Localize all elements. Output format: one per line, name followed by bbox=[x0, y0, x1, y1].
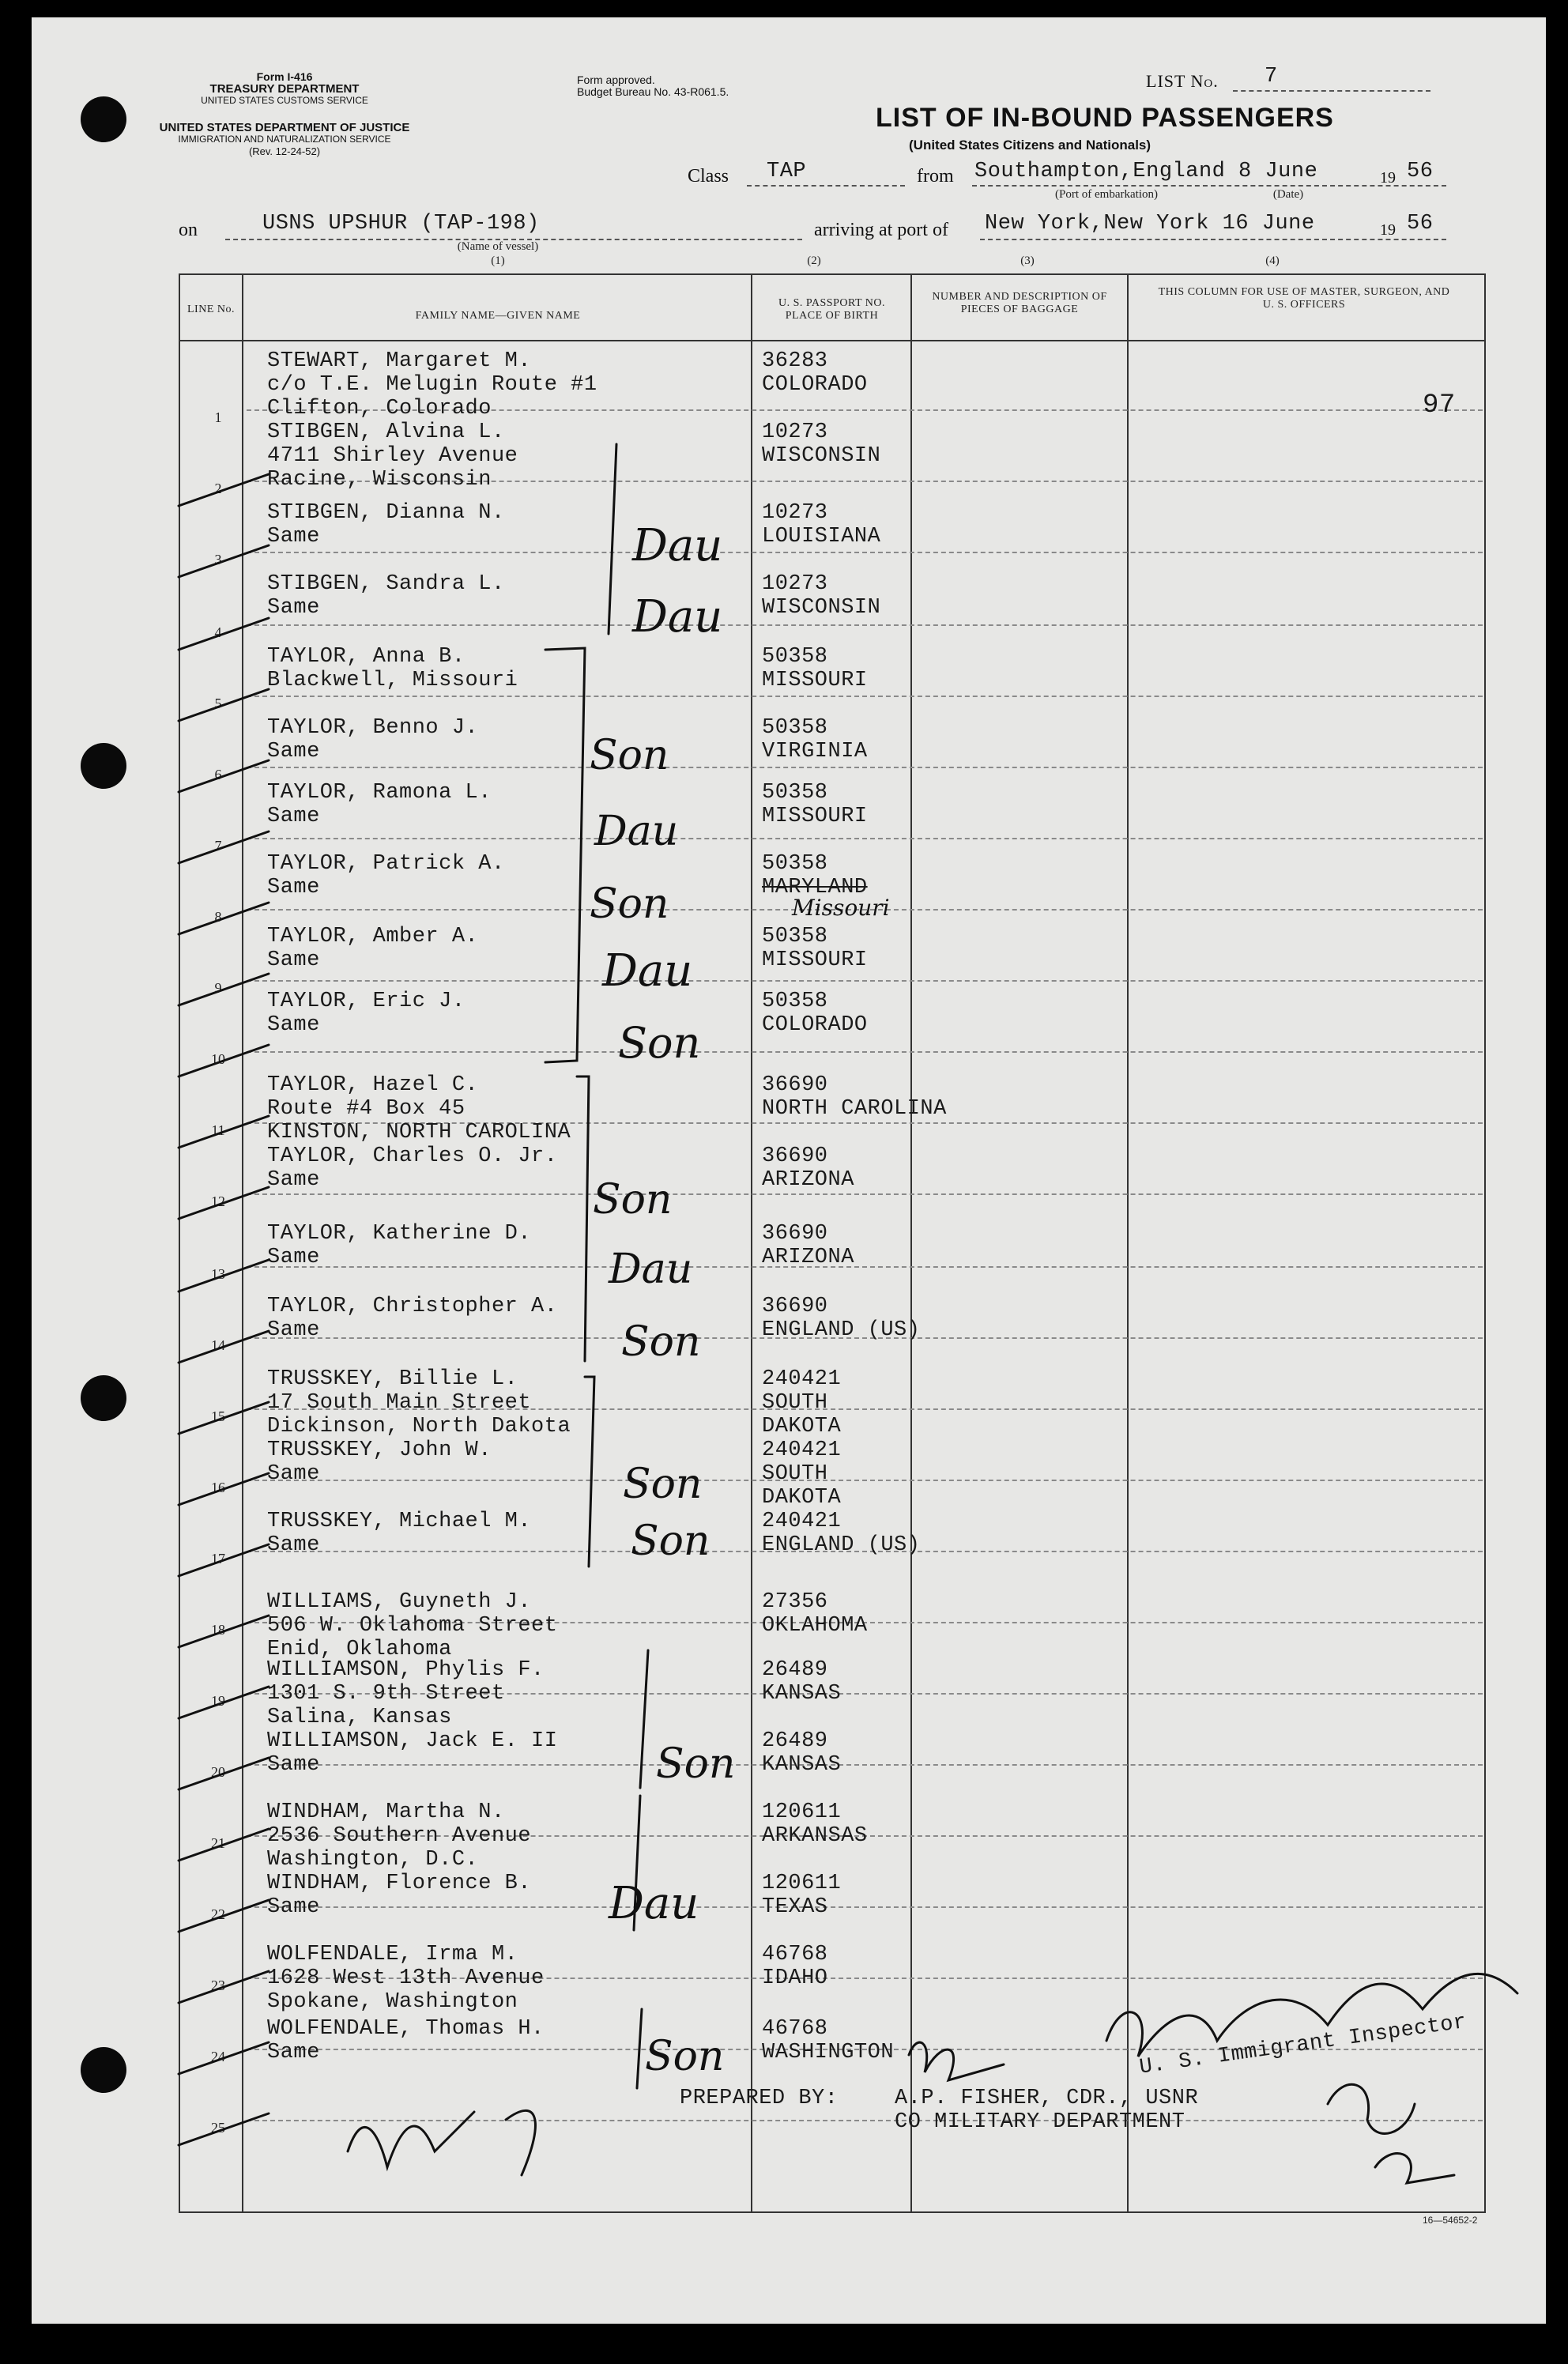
passenger-entry: WOLFENDALE, Irma M. 1628 West 13th Avenue Spokane, Washington bbox=[267, 1943, 545, 2014]
line-number: 20 bbox=[211, 1764, 225, 1780]
line-number: 7 bbox=[214, 838, 222, 854]
relation-note: Son bbox=[590, 732, 669, 779]
pen-marks bbox=[32, 17, 1546, 2324]
passport-cell: 46768 WASHINGTON bbox=[762, 2017, 895, 2064]
passport-cell: 36690 ARIZONA bbox=[762, 1144, 854, 1192]
passport-cell: 36690 ENGLAND (US) bbox=[762, 1295, 921, 1342]
passenger-entry: WINDHAM, Martha N. 2536 Southern Avenue Washington, D.C. bbox=[267, 1800, 532, 1872]
prepared-label: PREPARED BY: bbox=[680, 2087, 839, 2110]
treasury-label: TREASURY DEPARTMENT bbox=[209, 82, 360, 96]
passenger-entry: TRUSSKEY, Michael M. Same bbox=[267, 1510, 532, 1557]
passenger-entry: TAYLOR, Benno J. Same bbox=[267, 716, 479, 763]
arriving-label: arriving at port of bbox=[814, 220, 948, 240]
passenger-entry: WILLIAMSON, Jack E. II Same bbox=[267, 1729, 558, 1777]
passenger-entry: WILLIAMSON, Phylis F. 1301 S. 9th Street Salina, Kansas bbox=[267, 1658, 545, 1729]
port-embark-caption: (Port of embarkation) bbox=[1055, 188, 1158, 201]
customs-label: UNITED STATES CUSTOMS SERVICE bbox=[201, 95, 368, 106]
passport-cell: 120611 ARKANSAS bbox=[762, 1800, 868, 1848]
relation-note: Dau bbox=[609, 1878, 699, 1929]
passenger-entry: TAYLOR, Katherine D. Same bbox=[267, 1222, 532, 1269]
passenger-entry: WOLFENDALE, Thomas H. Same bbox=[267, 2017, 545, 2064]
line-number: 15 bbox=[211, 1408, 225, 1424]
line-number: 14 bbox=[211, 1337, 225, 1353]
line-number: 11 bbox=[211, 1122, 225, 1138]
prepared-dept: CO MILITARY DEPARTMENT bbox=[895, 2110, 1185, 2134]
list-no-value: 7 bbox=[1265, 65, 1278, 89]
officer-mark: 97 bbox=[1423, 390, 1456, 420]
col4-caption: (4) bbox=[1265, 254, 1280, 267]
relation-note: Dau bbox=[632, 591, 723, 643]
passport-cell: 50358 MISSOURI bbox=[762, 645, 868, 692]
form-number: Form I-416 bbox=[256, 70, 313, 83]
passport-cell: 240421 ENGLAND (US) bbox=[762, 1510, 921, 1557]
passenger-entry: TAYLOR, Patrick A. Same bbox=[267, 852, 505, 899]
relation-note: Dau bbox=[594, 808, 679, 855]
passport-cell: 50358 VIRGINIA bbox=[762, 716, 868, 763]
on-label: on bbox=[179, 220, 198, 240]
passport-cell: 240421 SOUTH DAKOTA bbox=[762, 1367, 842, 1438]
col1-caption: (1) bbox=[491, 254, 505, 267]
passenger-entry: TRUSSKEY, Billie L. 17 South Main Street Dickinson, North Dakota bbox=[267, 1367, 571, 1438]
manifest-page bbox=[32, 17, 1546, 2324]
passport-cell: 50358 COLORADO bbox=[762, 990, 868, 1037]
line-number: 24 bbox=[211, 2049, 225, 2064]
line-number: 8 bbox=[214, 909, 222, 925]
vessel-caption: (Name of vessel) bbox=[457, 240, 539, 253]
class-value: TAP bbox=[767, 160, 807, 183]
line-number: 16 bbox=[211, 1480, 225, 1495]
list-subtitle: (United States Citizens and Nationals) bbox=[909, 138, 1152, 153]
relation-note: Son bbox=[618, 1018, 701, 1068]
line-number: 1 bbox=[214, 409, 222, 425]
relation-note: Son bbox=[645, 2033, 725, 2080]
passenger-entry: TAYLOR, Anna B. Blackwell, Missouri bbox=[267, 645, 518, 692]
handwritten-correction: Missouri bbox=[792, 895, 890, 921]
line-number: 23 bbox=[211, 1978, 225, 1993]
passport-cell: 27356 OKLAHOMA bbox=[762, 1590, 868, 1638]
relation-note: Son bbox=[656, 1740, 736, 1788]
line-number: 3 bbox=[214, 552, 222, 567]
passenger-entry: TAYLOR, Ramona L. Same bbox=[267, 781, 492, 828]
passport-cell: 36690 ARIZONA bbox=[762, 1222, 854, 1269]
passport-cell: 50358 MARYLAND bbox=[762, 852, 868, 899]
check-ticks bbox=[179, 474, 269, 2145]
inspector-label: U. S. Immigrant Inspector bbox=[1138, 2010, 1468, 2080]
passenger-entry: TAYLOR, Eric J. Same bbox=[267, 990, 466, 1037]
passenger-entry: STIBGEN, Alvina L. 4711 Shirley Avenue Racine, Wisconsin bbox=[267, 420, 518, 492]
line-number: 6 bbox=[214, 767, 222, 782]
header-officers: THIS COLUMN FOR USE OF MASTER, SURGEON, AND U. S. OFFICERS bbox=[1158, 286, 1450, 311]
col2-caption: (2) bbox=[807, 254, 821, 267]
class-label: Class bbox=[688, 166, 729, 187]
prepared-name: A.P. FISHER, CDR., USNR bbox=[895, 2087, 1199, 2110]
line-number: 5 bbox=[214, 696, 222, 711]
passenger-entry: TAYLOR, Hazel C. Route #4 Box 45 KINSTON, NORTH CAROLINA bbox=[267, 1073, 571, 1144]
passenger-entry: STEWART, Margaret M. c/o T.E. Melugin Route #1 Clifton, Colorado bbox=[267, 349, 597, 420]
year-arrival: 56 bbox=[1407, 212, 1434, 236]
passenger-entry: WINDHAM, Florence B. Same bbox=[267, 1872, 532, 1919]
list-no-label: LIST No. bbox=[1146, 71, 1219, 91]
relation-note: Son bbox=[590, 880, 669, 928]
passenger-entry: TRUSSKEY, John W. Same bbox=[267, 1438, 492, 1486]
passport-cell: 36283 COLORADO bbox=[762, 349, 868, 397]
from-label: from bbox=[917, 166, 954, 187]
col3-caption: (3) bbox=[1020, 254, 1035, 267]
passport-cell: 26489 KANSAS bbox=[762, 1729, 842, 1777]
line-number: 13 bbox=[211, 1266, 225, 1282]
passenger-entry: TAYLOR, Christopher A. Same bbox=[267, 1295, 558, 1342]
year-prefix-2: 19 bbox=[1380, 221, 1396, 239]
date-caption: (Date) bbox=[1272, 188, 1304, 201]
family-brackets bbox=[545, 444, 648, 2088]
passport-cell: 50358 MISSOURI bbox=[762, 781, 868, 828]
relation-note: Dau bbox=[609, 1246, 693, 1293]
passenger-entry: TAYLOR, Charles O. Jr. Same bbox=[267, 1144, 558, 1192]
list-title: LIST OF IN-BOUND PASSENGERS bbox=[876, 103, 1334, 133]
header-line-no: LINE No. bbox=[187, 304, 235, 315]
passenger-entry: STIBGEN, Dianna N. Same bbox=[267, 501, 505, 549]
form-code: 16—54652-2 bbox=[1423, 2215, 1478, 2226]
arrival-port: New York,New York 16 June bbox=[985, 212, 1315, 236]
budget-label: Budget Bureau No. 43-R061.5. bbox=[577, 85, 729, 98]
line-number: 2 bbox=[214, 481, 222, 496]
line-number: 21 bbox=[211, 1835, 225, 1851]
line-number: 19 bbox=[211, 1693, 225, 1709]
passport-cell: 10273 LOUISIANA bbox=[762, 501, 881, 549]
line-number: 18 bbox=[211, 1622, 225, 1638]
revision-label: (Rev. 12-24-52) bbox=[248, 145, 321, 157]
justice-label: UNITED STATES DEPARTMENT OF JUSTICE bbox=[159, 121, 410, 134]
passport-cell: 26489 KANSAS bbox=[762, 1658, 842, 1706]
passport-cell: 10273 WISCONSIN bbox=[762, 420, 881, 468]
line-number: 25 bbox=[211, 2120, 225, 2136]
line-number: 4 bbox=[214, 624, 222, 640]
header-passport: U. S. PASSPORT NO. PLACE OF BIRTH bbox=[778, 297, 885, 322]
signature bbox=[348, 1974, 1517, 2183]
passport-cell: 120611 TEXAS bbox=[762, 1872, 842, 1919]
passenger-entry: WILLIAMS, Guyneth J. 506 W. Oklahoma Street Enid, Oklahoma bbox=[267, 1590, 558, 1661]
relation-note: Son bbox=[593, 1176, 673, 1223]
line-number: 17 bbox=[211, 1551, 225, 1567]
passport-cell: 46768 IDAHO bbox=[762, 1943, 828, 1990]
header-baggage: NUMBER AND DESCRIPTION OF PIECES OF BAGGAGE bbox=[932, 291, 1107, 315]
passenger-entry: STIBGEN, Sandra L. Same bbox=[267, 572, 505, 620]
relation-note: Son bbox=[631, 1518, 710, 1565]
passport-cell: 10273 WISCONSIN bbox=[762, 572, 881, 620]
passport-cell: 240421 SOUTH DAKOTA bbox=[762, 1438, 842, 1510]
vessel-name: USNS UPSHUR (TAP-198) bbox=[262, 212, 540, 236]
from-value: Southampton,England 8 June bbox=[974, 160, 1318, 183]
year-prefix: 19 bbox=[1380, 169, 1396, 187]
header-name: FAMILY NAME—GIVEN NAME bbox=[415, 310, 581, 322]
line-number: 9 bbox=[214, 980, 222, 996]
ins-label: IMMIGRATION AND NATURALIZATION SERVICE bbox=[178, 134, 391, 145]
passport-cell: 50358 MISSOURI bbox=[762, 925, 868, 972]
line-number: 22 bbox=[211, 1906, 225, 1922]
relation-note: Dau bbox=[632, 520, 723, 571]
passport-cell: 36690 NORTH CAROLINA bbox=[762, 1073, 947, 1121]
relation-note: Son bbox=[621, 1318, 701, 1366]
approved-label: Form approved. bbox=[577, 74, 655, 86]
line-number: 10 bbox=[211, 1051, 225, 1067]
year-departure: 56 bbox=[1407, 160, 1434, 183]
relation-note: Son bbox=[623, 1461, 703, 1508]
relation-note: Dau bbox=[602, 945, 693, 997]
line-number: 12 bbox=[211, 1193, 225, 1209]
passenger-entry: TAYLOR, Amber A. Same bbox=[267, 925, 479, 972]
